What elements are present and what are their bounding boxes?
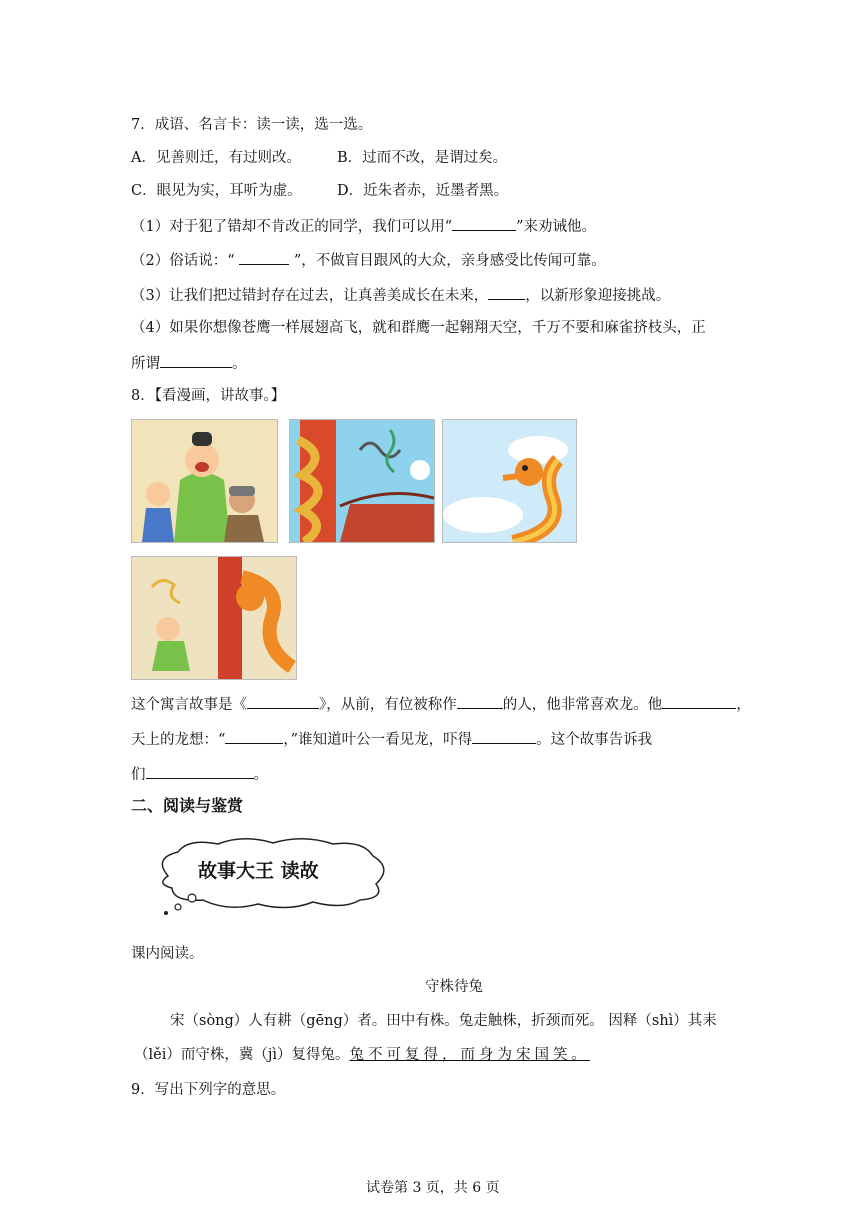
people-illustration (132, 420, 277, 542)
answer-blank[interactable] (457, 694, 503, 709)
poem-underlined-text: 兔不可复得，而身为宋国笑。 (349, 1047, 590, 1063)
dragon-scares-man-illustration (132, 557, 296, 679)
q7-sub1-text-a: （1）对于犯了错却不肯改正的同学，我们可以用“ (131, 219, 453, 235)
q8-title: 8．【看漫画，讲故事。】 (131, 388, 286, 404)
answer-blank[interactable] (247, 694, 319, 709)
answer-blank[interactable] (452, 216, 516, 231)
q7-sub2 (131, 250, 606, 270)
q8-text: 。 (253, 767, 268, 783)
page-footer: 试卷第 3 页，共 6 页 (366, 1180, 500, 1196)
q7-sub3 (131, 285, 670, 305)
q7-sub3-text-b: ，以新形象迎接挑战。 (525, 288, 671, 304)
q8-line1 (131, 694, 751, 714)
answer-blank[interactable] (472, 729, 536, 744)
reading-intro: 课内阅读。 (131, 946, 204, 962)
q7-sub1 (131, 216, 596, 236)
answer-blank[interactable] (239, 250, 289, 265)
q8-text: 这个寓言故事是《 (131, 697, 247, 713)
q7-sub4-text-b: 所谓 (131, 356, 160, 372)
comic-panel-2 (289, 419, 435, 543)
q8-text: ， (736, 697, 751, 713)
q7-option-b: B．过而不改，是谓过矣。 (337, 150, 508, 166)
q7-sub4-line1: （4）如果你想像苍鹰一样展翅高飞，就和群鹰一起翱翔天空，千万不要和麻雀挤枝头，正 (131, 320, 706, 336)
q8-line2 (131, 729, 652, 749)
section-heading: 二、阅读与鉴赏 (131, 796, 244, 815)
q8-line3 (131, 764, 268, 784)
q7-option-d: D．近朱者赤，近墨者黑。 (337, 183, 509, 199)
poem-text: （lěi）而守株，冀（jì）复得兔。 (134, 1047, 350, 1063)
q7-option-a: A．见善则迁，有过则改。 (131, 150, 301, 166)
dragon-clouds-illustration (443, 420, 576, 542)
comic-panel-4 (131, 556, 297, 680)
dragons-temple-illustration (290, 420, 434, 542)
poem-title: 守株待兔 (425, 979, 483, 995)
q7-sub1-text-b: ”来劝诫他。 (516, 219, 597, 235)
cloud-title: 故事大王 读故 (198, 860, 319, 882)
q7-sub2-text-b: ”，不做盲目跟风的大众，亲身感受比传闻可靠。 (289, 253, 606, 269)
comic-panel-1 (131, 419, 278, 543)
q8-text: ，”谁知道叶公一看见龙，吓得 (283, 732, 473, 748)
q9-title: 9．写出下列字的意思。 (131, 1082, 286, 1098)
q8-text: 的人，他非常喜欢龙。他 (502, 697, 663, 713)
answer-blank[interactable] (225, 729, 283, 744)
answer-blank[interactable] (146, 764, 254, 779)
q8-text: 们 (131, 767, 146, 783)
thought-cloud (148, 836, 393, 918)
q7-sub2-text-a: （2）俗话说：“ (131, 253, 240, 269)
answer-blank[interactable] (160, 353, 232, 368)
poem-line-2 (134, 1046, 590, 1064)
q7-sub4-line2 (131, 353, 247, 373)
comic-panel-3 (442, 419, 577, 543)
q7-title: 7．成语、名言卡：读一读，选一选。 (131, 117, 373, 133)
answer-blank[interactable] (662, 694, 736, 709)
q7-sub4-text-c: 。 (232, 356, 247, 372)
q7-option-c: C．眼见为实，耳听为虚。 (131, 183, 302, 199)
q8-text: 天上的龙想：“ (131, 732, 226, 748)
q8-text: 。这个故事告诉我 (536, 732, 653, 748)
q7-sub3-text-a: （3）让我们把过错封存在过去，让真善美成长在未来， (131, 288, 489, 304)
poem-line-1: 宋（sòng）人有耕（gēng）者。田中有株。兔走触株，折颈而死。 因释（shì）其耒 (170, 1013, 717, 1029)
answer-blank[interactable] (488, 285, 525, 300)
q8-text: 》，从前，有位被称作 (319, 697, 457, 713)
